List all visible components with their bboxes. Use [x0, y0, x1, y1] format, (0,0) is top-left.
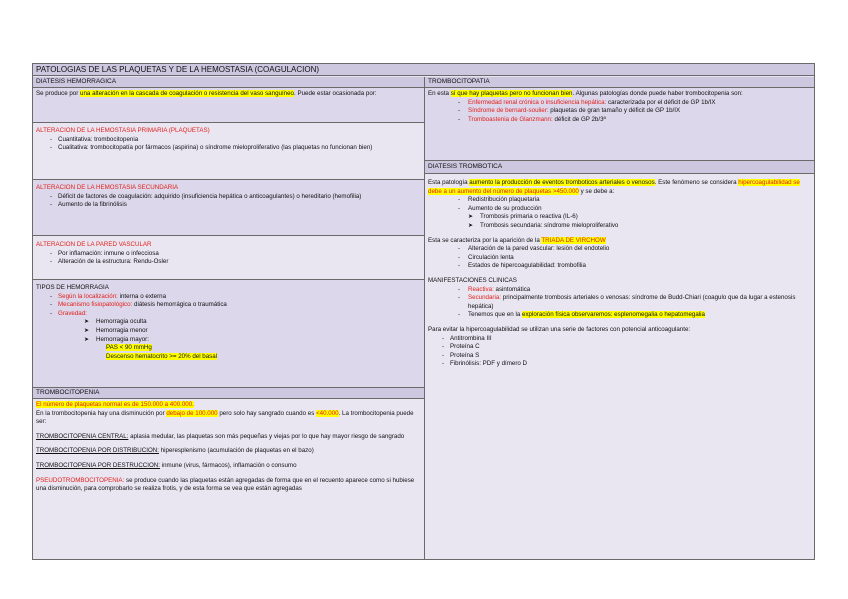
section-header: DIATESIS HEMORRAGICA — [33, 77, 424, 88]
secundaria-heading: ALTERACION DE LA HEMOSTASIA SECUNDARIA — [36, 184, 179, 191]
list-item: - Mecanismo fisiopatológico: diátesis hemorrágica o traumática — [36, 301, 421, 310]
tipos-list — [36, 293, 421, 362]
list-item: ➤ Trombosis secundaria: síndrome mieloproliferativo — [428, 222, 811, 231]
section-header: TROMBOCITOPATIA — [425, 77, 814, 88]
causes-list — [428, 196, 811, 230]
list-item: - Enfermedad renal crónica o insuficiencia hepática: caracterizada por el déficit de GP 1b/IX — [428, 99, 811, 108]
list-item: - Secundaria: principalmente trombosis arteriales o venosas: síndrome de Budd-Chiari (coagulo que da lugar a estenosis hepática) — [428, 294, 811, 311]
list-item: - Estados de hipercoagulabilidad: trombofilia — [428, 262, 811, 271]
list-item: - Síndrome de bernard-soulier: plaquetas de gran tamaño y déficit de GP 1b/IX — [428, 107, 811, 116]
list-item: ➤ Hemorragia menor — [36, 327, 421, 336]
manifestaciones-list — [428, 286, 811, 320]
list-item: - Fibrinólisis: PDF y dímero D — [428, 360, 811, 369]
section-primaria — [33, 123, 424, 180]
triada-list — [428, 245, 811, 271]
normal-count: El número de plaquetas normal es de 150.000 a 400.000. — [36, 401, 194, 408]
list-item: - Alteración de la estructura: Rendu-Osler — [36, 258, 421, 267]
section-header: TROMBOCITOPENIA — [33, 388, 424, 399]
paragraph: TROMBOCITOPENIA POR DISTRIBUCION: hiperesplenismo (acumulación de plaquetas en el bazo) — [36, 447, 314, 455]
list-item: - Tromboastenia de Glanzmann: déficit de GP 2b/3ª — [428, 116, 811, 125]
secundaria-list — [36, 193, 421, 210]
list-item: - Aumento de la fibrinólisis — [36, 201, 421, 210]
list-item: - Según la localización: interna o externa — [36, 293, 421, 302]
manifestaciones-heading: MANIFESTACIONES CLINICAS — [428, 276, 517, 284]
section-trombocitopatia — [425, 77, 814, 161]
list-item: - Tenemos que en la exploración física observaremos: esplenomegalia o hepatomegalia — [428, 311, 811, 320]
list-item: - Por inflamación: inmune o infecciosa — [36, 250, 421, 259]
paragraph: PSEUDOTROMBOCITOPENIA: se produce cuando las plaquetas están agregadas de forma que en el recuento aparece como si hubiese una disminución, para comprobarlo se realiza frotis, y de esta forma se vea que están agregadas — [36, 476, 415, 493]
document-table — [32, 63, 815, 560]
section-tipos-hemorragia — [33, 280, 424, 388]
primaria-heading: ALTERACION DE LA HEMOSTASIA PRIMARIA (PLAQUETAS) — [36, 127, 210, 134]
list-item: - Circulación lenta — [428, 254, 811, 263]
intro-text: Se produce por una alteración en la cascada de coagulación o resistencia del vaso sanguíneo. Puede estar ocasionada por: — [36, 90, 377, 97]
list-item: - Proteína S — [428, 352, 811, 361]
list-item: - Alteración de la pared vascular: lesión del endotelio — [428, 245, 811, 254]
section-diatesis-hemorragica — [33, 77, 424, 123]
list-item: ➤ Hemorragia oculta — [36, 318, 421, 327]
list-item: - Aumento de su producción — [428, 205, 811, 214]
list-item: - Antitrombina III — [428, 335, 811, 344]
list-item: - Reactiva: asintomática — [428, 286, 811, 295]
trombocitopatia-list — [428, 99, 811, 125]
list-item: Descenso hematocrito >= 20% del basal — [106, 352, 218, 360]
list-item: - Cualitativa: trombocitopatía por fármacos (aspirina) o síndrome mieloproliferativo (las plaquetas no funcionan bien) — [36, 144, 421, 153]
section-secundaria — [33, 180, 424, 236]
list-item: - Proteína C — [428, 343, 811, 352]
list-item: ➤ Trombosis primaria o reactiva (IL-6) — [428, 213, 811, 222]
paragraph: Para evitar la hipercoagulabilidad se utilizan una serie de factores con potencial anticoagulante: — [428, 325, 691, 333]
paragraph: En la trombocitopenia hay una disminución por debajo de 100.000 pero solo hay sangrado cuando es <40.000. La trombocitopenia puede ser: — [36, 409, 414, 426]
paragraph: TROMBOCITOPENIA CENTRAL: aplasia medular, las plaquetas son más pequeñas y viejas por lo que hay mayor riesgo de sangrado — [36, 432, 405, 440]
section-header: DIATESIS TROMBOTICA — [425, 161, 814, 174]
tipos-heading: TIPOS DE HEMORRAGIA — [36, 284, 109, 291]
list-item: - Redistribución plaquetaria — [428, 196, 811, 205]
section-trombocitopenia — [33, 388, 424, 559]
pared-heading: ALTERACION DE LA PARED VASCULAR — [36, 241, 152, 248]
factors-list — [428, 335, 811, 369]
list-item: PAS < 90 mmHg — [106, 344, 152, 352]
section-diatesis-trombotica — [425, 161, 814, 559]
paragraph: Esta se caracteriza por la aparición de la TRIADA DE VIRCHOW — [428, 236, 606, 244]
right-column — [425, 77, 814, 559]
paragraph: TROMBOCITOPENIA POR DESTRUCCION: inmune (virus, fármacos), inflamación o consumo — [36, 461, 297, 469]
list-item: - Cuantitativa: trombocitopenia — [36, 136, 421, 145]
page-title: PATOLOGIAS DE LAS PLAQUETAS Y DE LA HEMOSTASIA (COAGULACION) — [33, 64, 814, 76]
section-pared-vascular — [33, 236, 424, 280]
list-item: - Déficit de factores de coagulación: adquirido (insuficiencia hepática o anticoagulantes) o hereditario (hemofilia) — [36, 193, 421, 202]
pared-list — [36, 250, 421, 267]
primaria-list — [36, 136, 421, 153]
list-item: ➤ Hemorragia mayor: — [36, 336, 421, 345]
left-column — [33, 77, 425, 559]
intro-text: En esta sí que hay plaquetas pero no funcionan bien. Algunas patologías donde puede haber trombocitopenia son: — [428, 90, 743, 97]
paragraph: Esta patología aumento la producción de eventos tromboticos arteriales o venosos. Este fenómeno se considera hipercoagulabilidad se debe a un aumento del número de plaquetas >450.000 y se debe a: — [428, 179, 800, 195]
list-item: - Gravedad: — [36, 310, 421, 319]
